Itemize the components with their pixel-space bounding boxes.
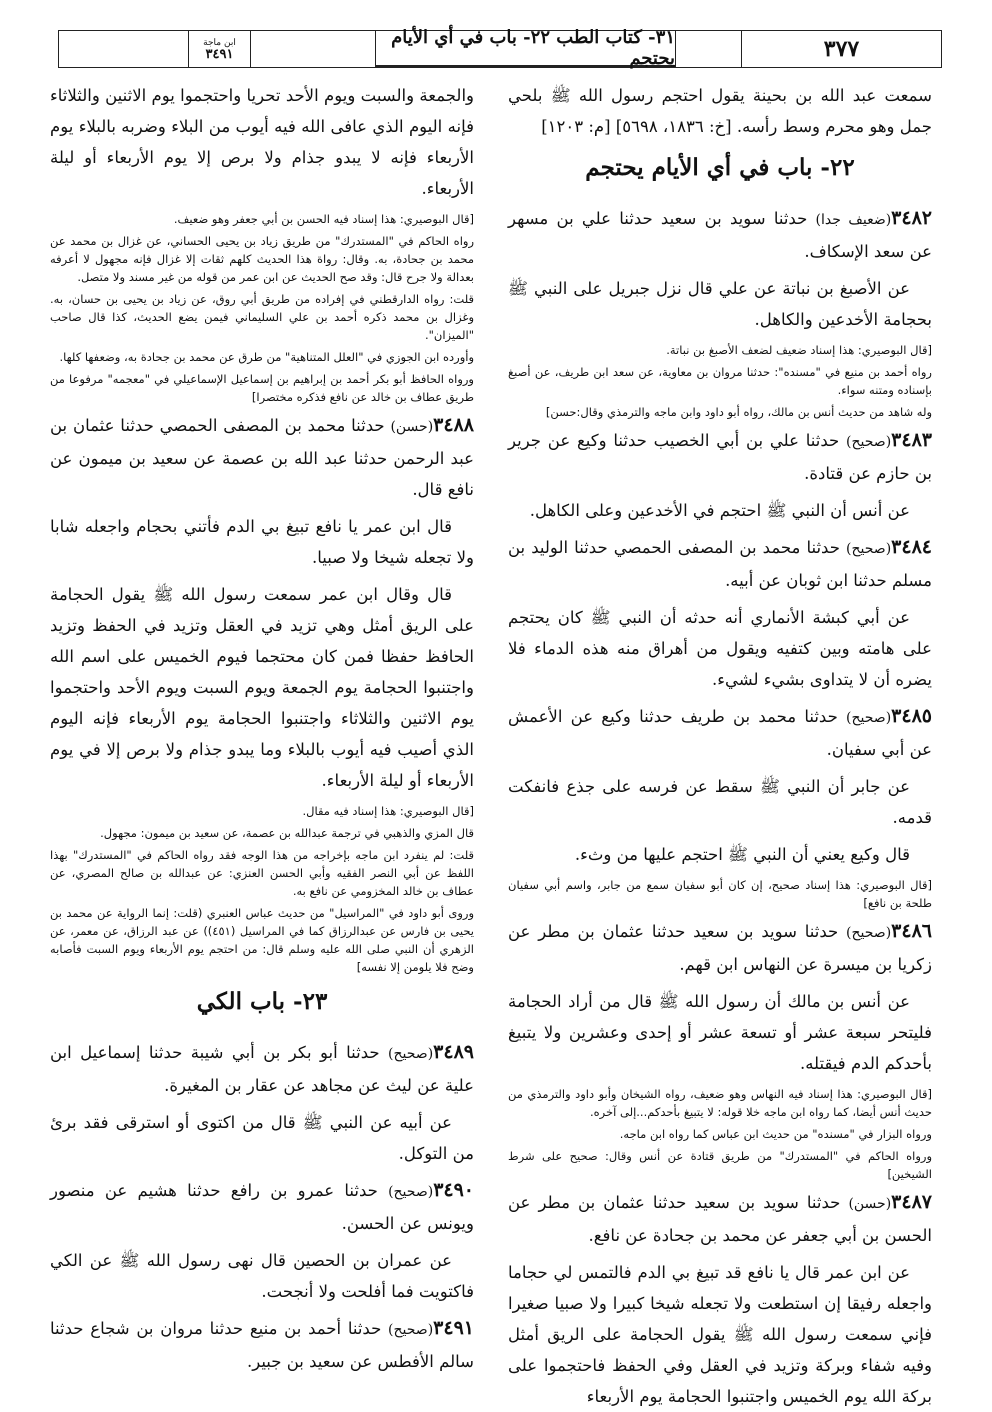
isnad-text: حدثنا أحمد بن منيع حدثنا مروان بن شجاع حدثنا سالم الأفطس عن سعيد بن جبير.: [50, 1319, 474, 1371]
hadith-number: ٣٤٨٣: [891, 429, 932, 451]
isnad-text: حدثنا سويد بن سعيد حدثنا عثمان بن مطر عن زكريا بن ميسرة عن النهاس ابن قهم.: [508, 922, 932, 974]
hadith-grade: (حسن): [390, 419, 434, 435]
hadith-grade: (صحيح): [388, 1184, 434, 1200]
hadith-3488-isnad: [50, 410, 474, 505]
hadith-number: ٣٤٨٩: [433, 1041, 474, 1063]
hadith-3482-isnad: [508, 203, 932, 267]
hadith-3490-isnad: [50, 1175, 474, 1239]
isnad-text: حدثنا أبو بكر بن أبي شيبة حدثنا إسماعيل ابن علية عن ليث عن مجاهد عن عقار بن المغيرة.: [50, 1043, 474, 1095]
reference-label: ابن ماجة: [203, 38, 236, 48]
hadith-3490-matn: عن عمران بن الحصين قال نهى رسول الله ﷺ عن الكي فاكتويت فما أفلحت ولا أنجحت.: [50, 1251, 474, 1301]
running-header: [58, 27, 942, 69]
hadith-3486-matn: عن أنس بن مالك أن رسول الله ﷺ قال من أراد الحجامة فليتحر سبعة عشر أو تسعة عشر أو إحدى وعشرين ولا يتبيغ بأحدكم الدم فيقتله.: [508, 992, 932, 1073]
footnote: ورواه الحافظ أبو بكر أحمد بن إبراهيم بن إسماعيل الإسماعيلي في "معجمه" مرفوعا من طريق عطاف بن خالد عن نافع فذكره مختصرا]: [50, 372, 474, 404]
hadith-3488-matn: قال وقال ابن عمر سمعت رسول الله ﷺ يقول الحجامة على الريق أمثل وهي تزيد في العقل وتزيد في الحفظ وتزيد الحافظ حفظا فمن كان محتجما فيوم الخميس على اسم الله واجتنبوا الحجامة يوم الجمعة ويوم السبت ويوم الأحد واحتجموا يوم الاثنين والثلاثاء واجتنبوا الحجامة يوم الأربعاء فإنه اليوم الذي أصيب فيه أيوب بالبلاء وما يبدو جذام ولا برص إلا في يوم الأربعاء أو ليلة الأربعاء.: [50, 585, 474, 790]
footnote: رواه أحمد بن منيع في "مسنده": حدثنا مروان بن معاوية، عن سعد ابن طريف، عن أصبغ بإسناده ومتنه سواء.: [508, 365, 932, 397]
left-column: [50, 80, 474, 1380]
header-cell-blank: [250, 31, 375, 67]
hadith-3483-isnad: [508, 425, 932, 489]
chapter-heading-23: ٢٣- باب الكي: [196, 988, 328, 1015]
hadith-3489-matn: عن أبيه عن النبي ﷺ قال من اكتوى أو استرقى فقد برئ من التوكل.: [50, 1113, 474, 1163]
hadith-grade: (حسن): [848, 1196, 892, 1212]
hadith-grade: (صحيح): [388, 1046, 434, 1062]
chapter-heading-22: ٢٢- باب في أي الأيام يحتجم: [585, 154, 855, 181]
footnote: [قال البوصيري: هذا إسناد صحيح، إن كان أبو سفيان سمع من جابر، واسم أبي سفيان طلحة بن نافع]: [508, 878, 932, 910]
isnad-text: حدثنا عمرو بن رافع حدثنا هشيم عن منصور ويونس عن الحسن.: [50, 1181, 474, 1233]
header-cell-blank: [675, 31, 741, 67]
hadith-3485-matn: عن جابر أن النبي ﷺ سقط عن فرسه على جذع فانفكت قدمه.: [508, 777, 932, 827]
hadith-3488-matn: قال ابن عمر يا نافع تبيغ بي الدم فأتني بحجام واجعله شابا ولا تجعله شيخا ولا صبيا.: [50, 517, 474, 567]
hadith-3489-isnad: [50, 1037, 474, 1101]
running-title: ٣١- كتاب الطب ٢٢- باب في أي الأيام يحتجم: [375, 31, 675, 67]
hadith-3484-isnad: [508, 532, 932, 596]
hadith-3486-isnad: [508, 916, 932, 980]
footnote: وله شاهد من حديث أنس بن مالك، رواه أبو داود وابن ماجه والترمذي وقال:حسن]: [545, 405, 932, 419]
hadith-3483-matn: عن أنس أن النبي ﷺ احتجم في الأخدعين وعلى الكاهل.: [529, 501, 910, 520]
isnad-text: حدثنا محمد بن طريف حدثنا وكيع عن الأعمش عن أبي سفيان.: [508, 707, 932, 759]
reference-number: ٣٤٩١: [205, 47, 234, 62]
hadith-number: ٣٤٨٦: [891, 920, 932, 942]
hadith-reference: [188, 31, 250, 67]
hadith-3491-isnad: [50, 1313, 474, 1377]
footnote: [قال البوصيري: هذا إسناد فيه النهاس وهو ضعيف، رواه الشيخان وأبو داود والترمذي من حديث أنس أيضا، كما رواه ابن ماجه خلا قوله: لا يتبيغ بأحدكم...إلى آخره.: [508, 1087, 932, 1119]
hadith-grade: (صحيح): [846, 925, 892, 941]
hadith-number: ٣٤٨٥: [891, 705, 932, 727]
right-column: [508, 80, 932, 1406]
footnote: [قال البوصيري: هذا إسناد ضعيف لضعف الأصبغ بن نباتة.: [666, 343, 932, 357]
hadith-grade: (صحيح): [846, 541, 892, 557]
footnote: ورواه الحاكم في "المستدرك" من طريق قتادة عن أنس وقال: صحيح على شرط الشيخين]: [508, 1149, 932, 1181]
continued-hadith-text: والجمعة والسبت ويوم الأحد تحريا واحتجموا يوم الاثنين والثلاثاء فإنه اليوم الذي عافى الله فيه أيوب من البلاء وضربه بالبلاء يوم الأربعاء فإنه لا يبدو جذام ولا برص إلا يوم الأربعاء أو ليلة الأربعاء.: [50, 86, 474, 198]
footnote: [قال البوصيري: هذا إسناد فيه مقال.: [302, 804, 474, 818]
hadith-number: ٣٤٩١: [433, 1317, 474, 1339]
isnad-text: حدثنا محمد بن المصفى الحمصي حدثنا الوليد بن مسلم حدثنا ابن ثوبان عن أبيه.: [508, 538, 932, 590]
footnote: قلت: لم ينفرد ابن ماجه بإخراجه من هذا الوجه فقد رواه الحاكم في "المستدرك" بهذا اللفظ عن أبي النصر الفقيه وأبي الحسن العنزي: عن عبدالله بن صالح المصري، عن عطاف بن خالد المخزومي عن نافع به.: [50, 848, 474, 898]
isnad-text: حدثنا سويد بن سعيد حدثنا عثمان بن مطر عن الحسن بن أبي جعفر عن محمد بن جحادة عن نافع.: [508, 1193, 932, 1245]
hadith-grade: (صحيح): [846, 434, 892, 450]
footnote: رواه الحاكم في "المستدرك" من طريق زياد بن يحيى الحساني، عن غزال بن محمد عن محمد بن جحادة، به. وقال: رواة هذا الحديث كلهم ثقات إلا غزال فإنه مجهول لا أعرفه بعدالة ولا جرح قال: وقد صح الحديث عن ابن عمر من قوله من غير مسند ولا متصل.: [50, 234, 474, 284]
footnote: [قال البوصيري: هذا إسناد فيه الحسن بن أبي جعفر وهو ضعيف.: [173, 212, 474, 226]
hadith-3485-matn: قال وكيع يعني أن النبي ﷺ احتجم عليها من وثء.: [574, 845, 910, 864]
hadith-grade: (صحيح): [846, 710, 892, 726]
footnote: وروى أبو داود في "المراسيل" من حديث عباس العنبري (قلت: إنما الرواية عن محمد بن يحيى بن فارس عن عبدالرزاق كما في المراسيل (٤٥١)) عن عبد الرزاق، عن معمر، عن الزهري أن النبي صلى الله عليه وسلم قال: من احتجم يوم الأربعاء ويوم السبت فأصابه وضح فلا يلومن إلا نفسه]: [50, 906, 474, 974]
isnad-text: حدثنا علي بن أبي الخصيب حدثنا وكيع عن جرير بن حازم عن قتادة.: [508, 431, 932, 483]
hadith-number: ٣٤٨٤: [891, 536, 932, 558]
hadith-number: ٣٤٨٨: [433, 414, 474, 436]
hadith-3484-matn: عن أبي كبشة الأنماري أنه حدثه أن النبي ﷺ كان يحتجم على هامته وبين كتفيه ويقول من أهراق منه هذه الدماء فلا يضره أن لا يتداوى بشيء لشيء.: [508, 608, 932, 689]
hadith-3482-matn: عن الأصبغ بن نباتة عن علي قال نزل جبريل على النبي ﷺ بحجامة الأخدعين والكاهل.: [508, 279, 932, 329]
footnote: وأورده ابن الجوزي في "العلل المتناهية" من طرق عن محمد بن جحادة به، وضعفها كلها.: [59, 350, 474, 364]
header-cell-blank: [59, 31, 188, 67]
hadith-number: ٣٤٨٢: [891, 207, 932, 229]
footnote: ورواه البزار في "مسنده" من حديث ابن عباس كما رواه ابن ماجه.: [619, 1127, 932, 1141]
hadith-grade: (صحيح): [388, 1322, 434, 1338]
isnad-text: حدثنا محمد بن المصفى الحمصي حدثنا عثمان بن عبد الرحمن حدثنا عبد الله بن عصمة عن سعيد بن ميمون عن نافع قال.: [50, 416, 474, 499]
hadith-3487-isnad: [508, 1187, 932, 1251]
hadith-grade: (ضعيف جدا): [815, 212, 892, 228]
isnad-text: حدثنا سويد بن سعيد حدثنا علي بن مسهر عن سعد الإسكاف.: [508, 209, 932, 261]
footnote: قلت: رواه الدارقطني في إفراده من طريق أبي روق، عن زياد بن يحيى بن حسان، به. وغزال بن محمد ذكره أحمد بن علي السليماني فيمن يضع الحديث، كذا قال صاحب "الميزان".: [50, 292, 474, 342]
continued-hadith-text: سمعت عبد الله بن بحينة يقول احتجم رسول الله ﷺ بلحي جمل وهو محرم وسط رأسه. [خ: ١٨٣٦، ٥٦٩٨] [م: ١٢٠٣]: [508, 86, 932, 136]
hadith-number: ٣٤٩٠: [433, 1179, 475, 1201]
hadith-number: ٣٤٨٧: [891, 1191, 932, 1213]
hadith-3485-isnad: [508, 701, 932, 765]
hadith-3487-matn: عن ابن عمر قال يا نافع قد تبيغ بي الدم فالتمس لي حجاما واجعله رفيقا إن استطعت ولا تجعله شيخا كبيرا ولا صبيا صغيرا فإني سمعت رسول الله ﷺ يقول الحجامة على الريق أمثل وفيه شفاء وبركة وتزيد في العقل وفي الحفظ فاحتجموا على بركة الله يوم الخميس واجتنبوا الحجامة يوم الأربعاء: [508, 1263, 932, 1406]
page-number: ٣٧٧: [741, 31, 941, 67]
footnote: قال المزي والذهبي في ترجمة عبدالله بن عصمة، عن سعيد بن ميمون: مجهول.: [100, 826, 474, 840]
